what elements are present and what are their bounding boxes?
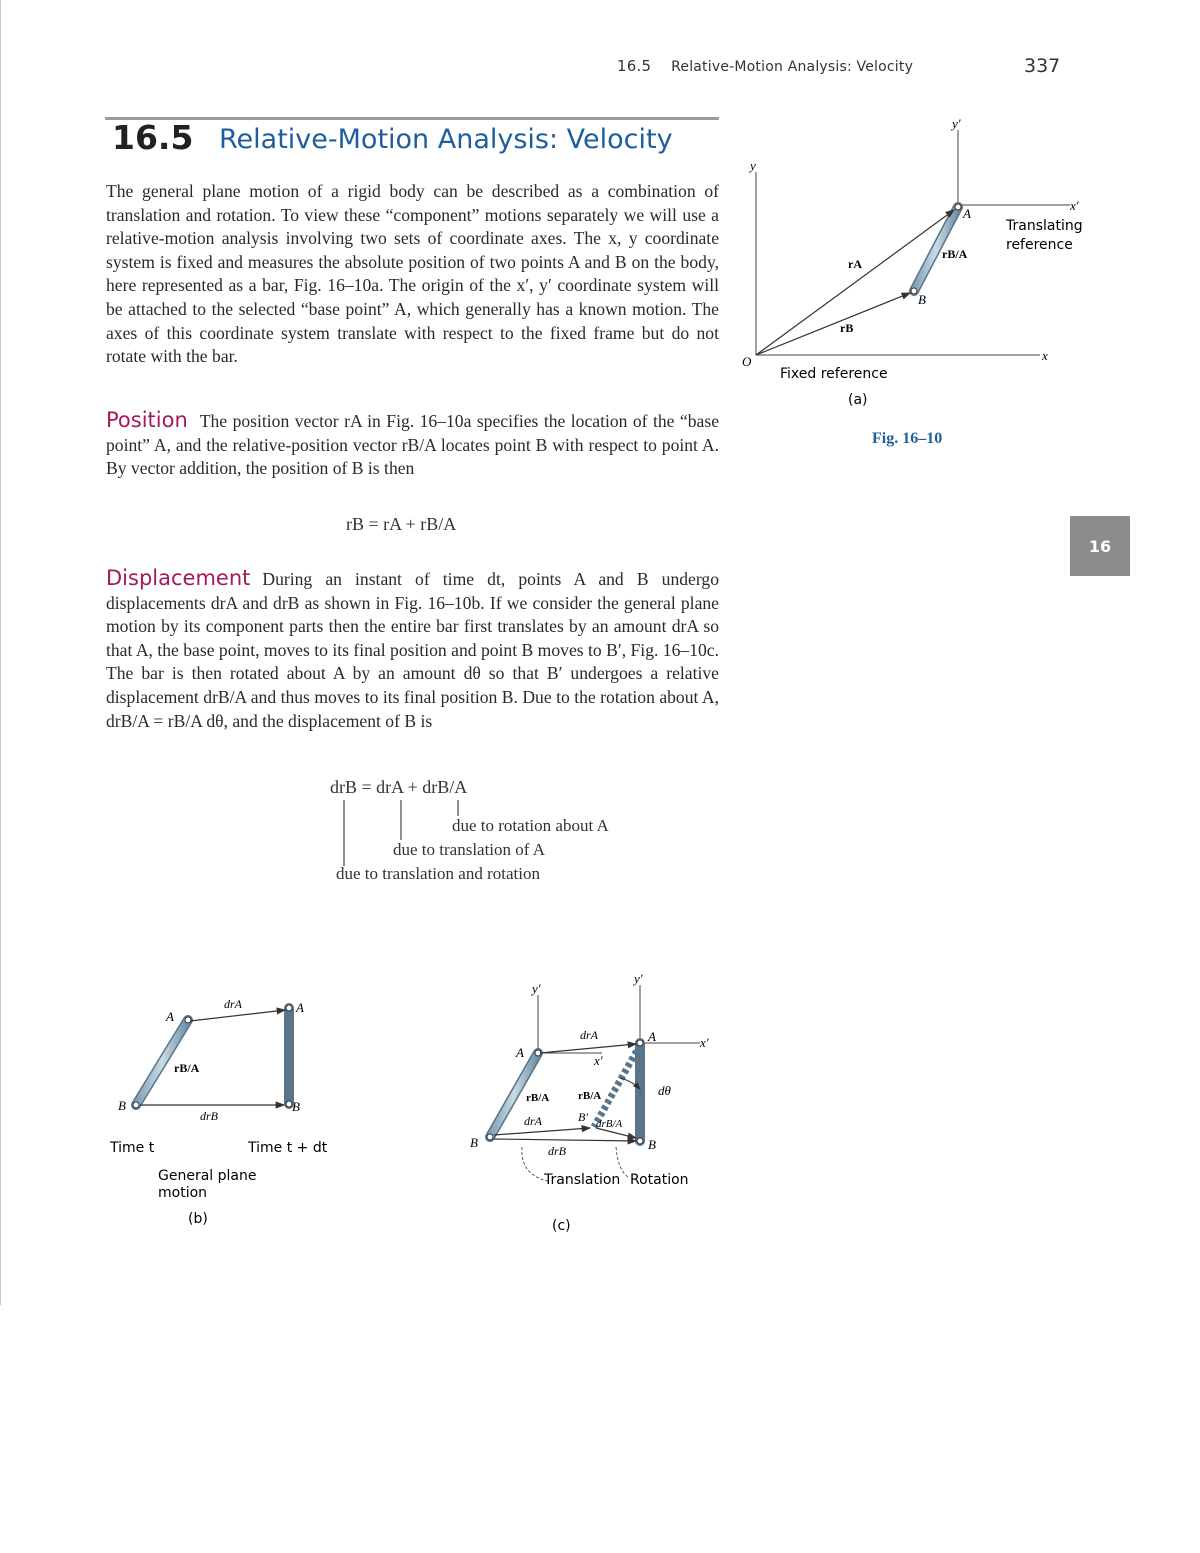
label-translating-1: Translating <box>1006 218 1083 234</box>
label-A-original: A <box>516 1045 524 1060</box>
label-y: y <box>750 158 756 173</box>
figure-b <box>100 990 360 1230</box>
label-x-prime-1: x′ <box>594 1053 603 1068</box>
vector-drA-top <box>540 1044 636 1053</box>
label-time-t: Time t <box>110 1140 155 1156</box>
label-y-prime-2: y′ <box>634 971 643 986</box>
label-x-prime: x′ <box>1070 198 1079 213</box>
chapter-tab: 16 <box>1070 516 1130 576</box>
label-x: x <box>1042 348 1048 363</box>
intro-paragraph: The general plane motion of a rigid body can be described as a combination of translation and rotation. To view these “component” motions separately we will use a relative-motion analysis involving two sets of coordinate axes. The x, y coordinate system is fixed and measures the absolute position of two points A and B on the body, here represented as a bar, Fig. 16–10a. The origin of the x′, y′ coordinate system will be attached to the selected “base point” A, which generally has a known motion. The axes of this coordinate system translate with respect to the fixed frame but do not rotate with the bar. <box>106 181 719 367</box>
label-fixed-reference: Fixed reference <box>780 366 888 382</box>
running-head-section: 16.5 <box>617 57 652 75</box>
pin-A-t <box>185 1017 191 1023</box>
label-rBA-original: rB/A <box>526 1092 550 1104</box>
label-general-1: General plane <box>158 1168 257 1184</box>
pin-B-original <box>487 1134 493 1140</box>
label-c: (c) <box>552 1218 571 1234</box>
label-rBA: rB/A <box>942 247 968 261</box>
label-y-prime-1: y′ <box>532 981 541 996</box>
figure-c <box>460 965 730 1240</box>
label-B-t-dt: B <box>292 1099 300 1114</box>
pin-B <box>911 288 917 294</box>
position-text: The position vector rA in Fig. 16–10a specifies the location of the “base point” A, and the relative-position vector rB/A locates point B with respect to point A. By vector addition, the position of B is then <box>106 411 719 479</box>
displacement-equation: drB = drA + drB/A <box>330 777 468 797</box>
label-general-2: motion <box>158 1185 208 1201</box>
label-rotation: Rotation <box>630 1172 689 1188</box>
label-drA-bottom: drA <box>524 1114 542 1128</box>
label-rB: rB <box>840 321 854 335</box>
position-heading: Position <box>106 408 188 432</box>
label-A: A <box>963 206 971 221</box>
annotation-translation-rotation: due to translation and rotation <box>336 864 540 883</box>
equation-brackets <box>0 0 720 900</box>
section-number: 16.5 <box>112 118 194 157</box>
label-b: (b) <box>188 1211 208 1227</box>
vector-drB <box>494 1139 636 1141</box>
label-rBA: rB/A <box>174 1061 200 1075</box>
vector-rB <box>756 293 910 355</box>
label-x-prime-2: x′ <box>700 1035 709 1050</box>
running-head-title: Relative-Motion Analysis: Velocity <box>671 59 914 75</box>
label-B-final: B <box>648 1137 656 1152</box>
pin-A-final <box>637 1040 643 1046</box>
label-B-prime: B′ <box>578 1110 588 1124</box>
annotation-translation: due to translation of A <box>393 840 546 859</box>
label-A-final: A <box>648 1029 656 1044</box>
label-rBA-final: rB/A <box>578 1090 602 1102</box>
vector-drA <box>190 1010 285 1021</box>
displacement-text: During an instant of time dt, points A and B undergo displacements drA and drB as shown in Fig. 16–10b. If we consider the general plane motion by its component parts then the entire bar first translates by an amount drA so that A, the base point, moves to its final position and point B moves to B′, Fig. 16–10c. The bar is then rotated about A by an amount dθ so that B′ undergoes a relative displacement drB/A and thus moves to its final position B. Due to the rotation about A, drB/A = rB/A dθ, and the displacement of B is <box>106 569 719 731</box>
figure-a <box>730 110 1100 420</box>
vector-drA-bottom <box>494 1128 590 1135</box>
page-number: 337 <box>1024 55 1061 77</box>
label-y-prime: y′ <box>952 116 961 131</box>
label-drA: drA <box>224 997 242 1011</box>
label-drA-top: drA <box>580 1028 598 1042</box>
vector-rA <box>756 210 954 355</box>
label-A-t-dt: A <box>296 1000 304 1015</box>
label-rA: rA <box>848 257 862 271</box>
label-B-original: B <box>470 1135 478 1150</box>
annotation-rotation: due to rotation about A <box>452 816 609 835</box>
label-origin: O <box>742 354 752 369</box>
label-translating-2: reference <box>1006 237 1073 253</box>
label-drB: drB <box>200 1109 218 1123</box>
section-title: Relative-Motion Analysis: Velocity <box>219 124 673 155</box>
position-equation: rB = rA + rB/A <box>346 514 457 534</box>
pin-A <box>955 204 961 210</box>
displacement-heading: Displacement <box>106 566 251 590</box>
pin-A-t-dt <box>286 1005 292 1011</box>
figure-caption: Fig. 16–10 <box>872 430 943 447</box>
label-dtheta: dθ <box>658 1083 671 1098</box>
pin-B-final <box>637 1138 643 1144</box>
pin-B-t <box>133 1102 139 1108</box>
label-a: (a) <box>848 392 868 408</box>
label-B-t: B <box>118 1098 126 1113</box>
label-B: B <box>918 292 926 307</box>
label-drBA: drB/A <box>596 1118 623 1130</box>
label-translation: Translation <box>544 1172 621 1188</box>
label-A-t: A <box>166 1009 174 1024</box>
label-drB: drB <box>548 1144 566 1158</box>
label-time-t-dt: Time t + dt <box>248 1140 328 1156</box>
